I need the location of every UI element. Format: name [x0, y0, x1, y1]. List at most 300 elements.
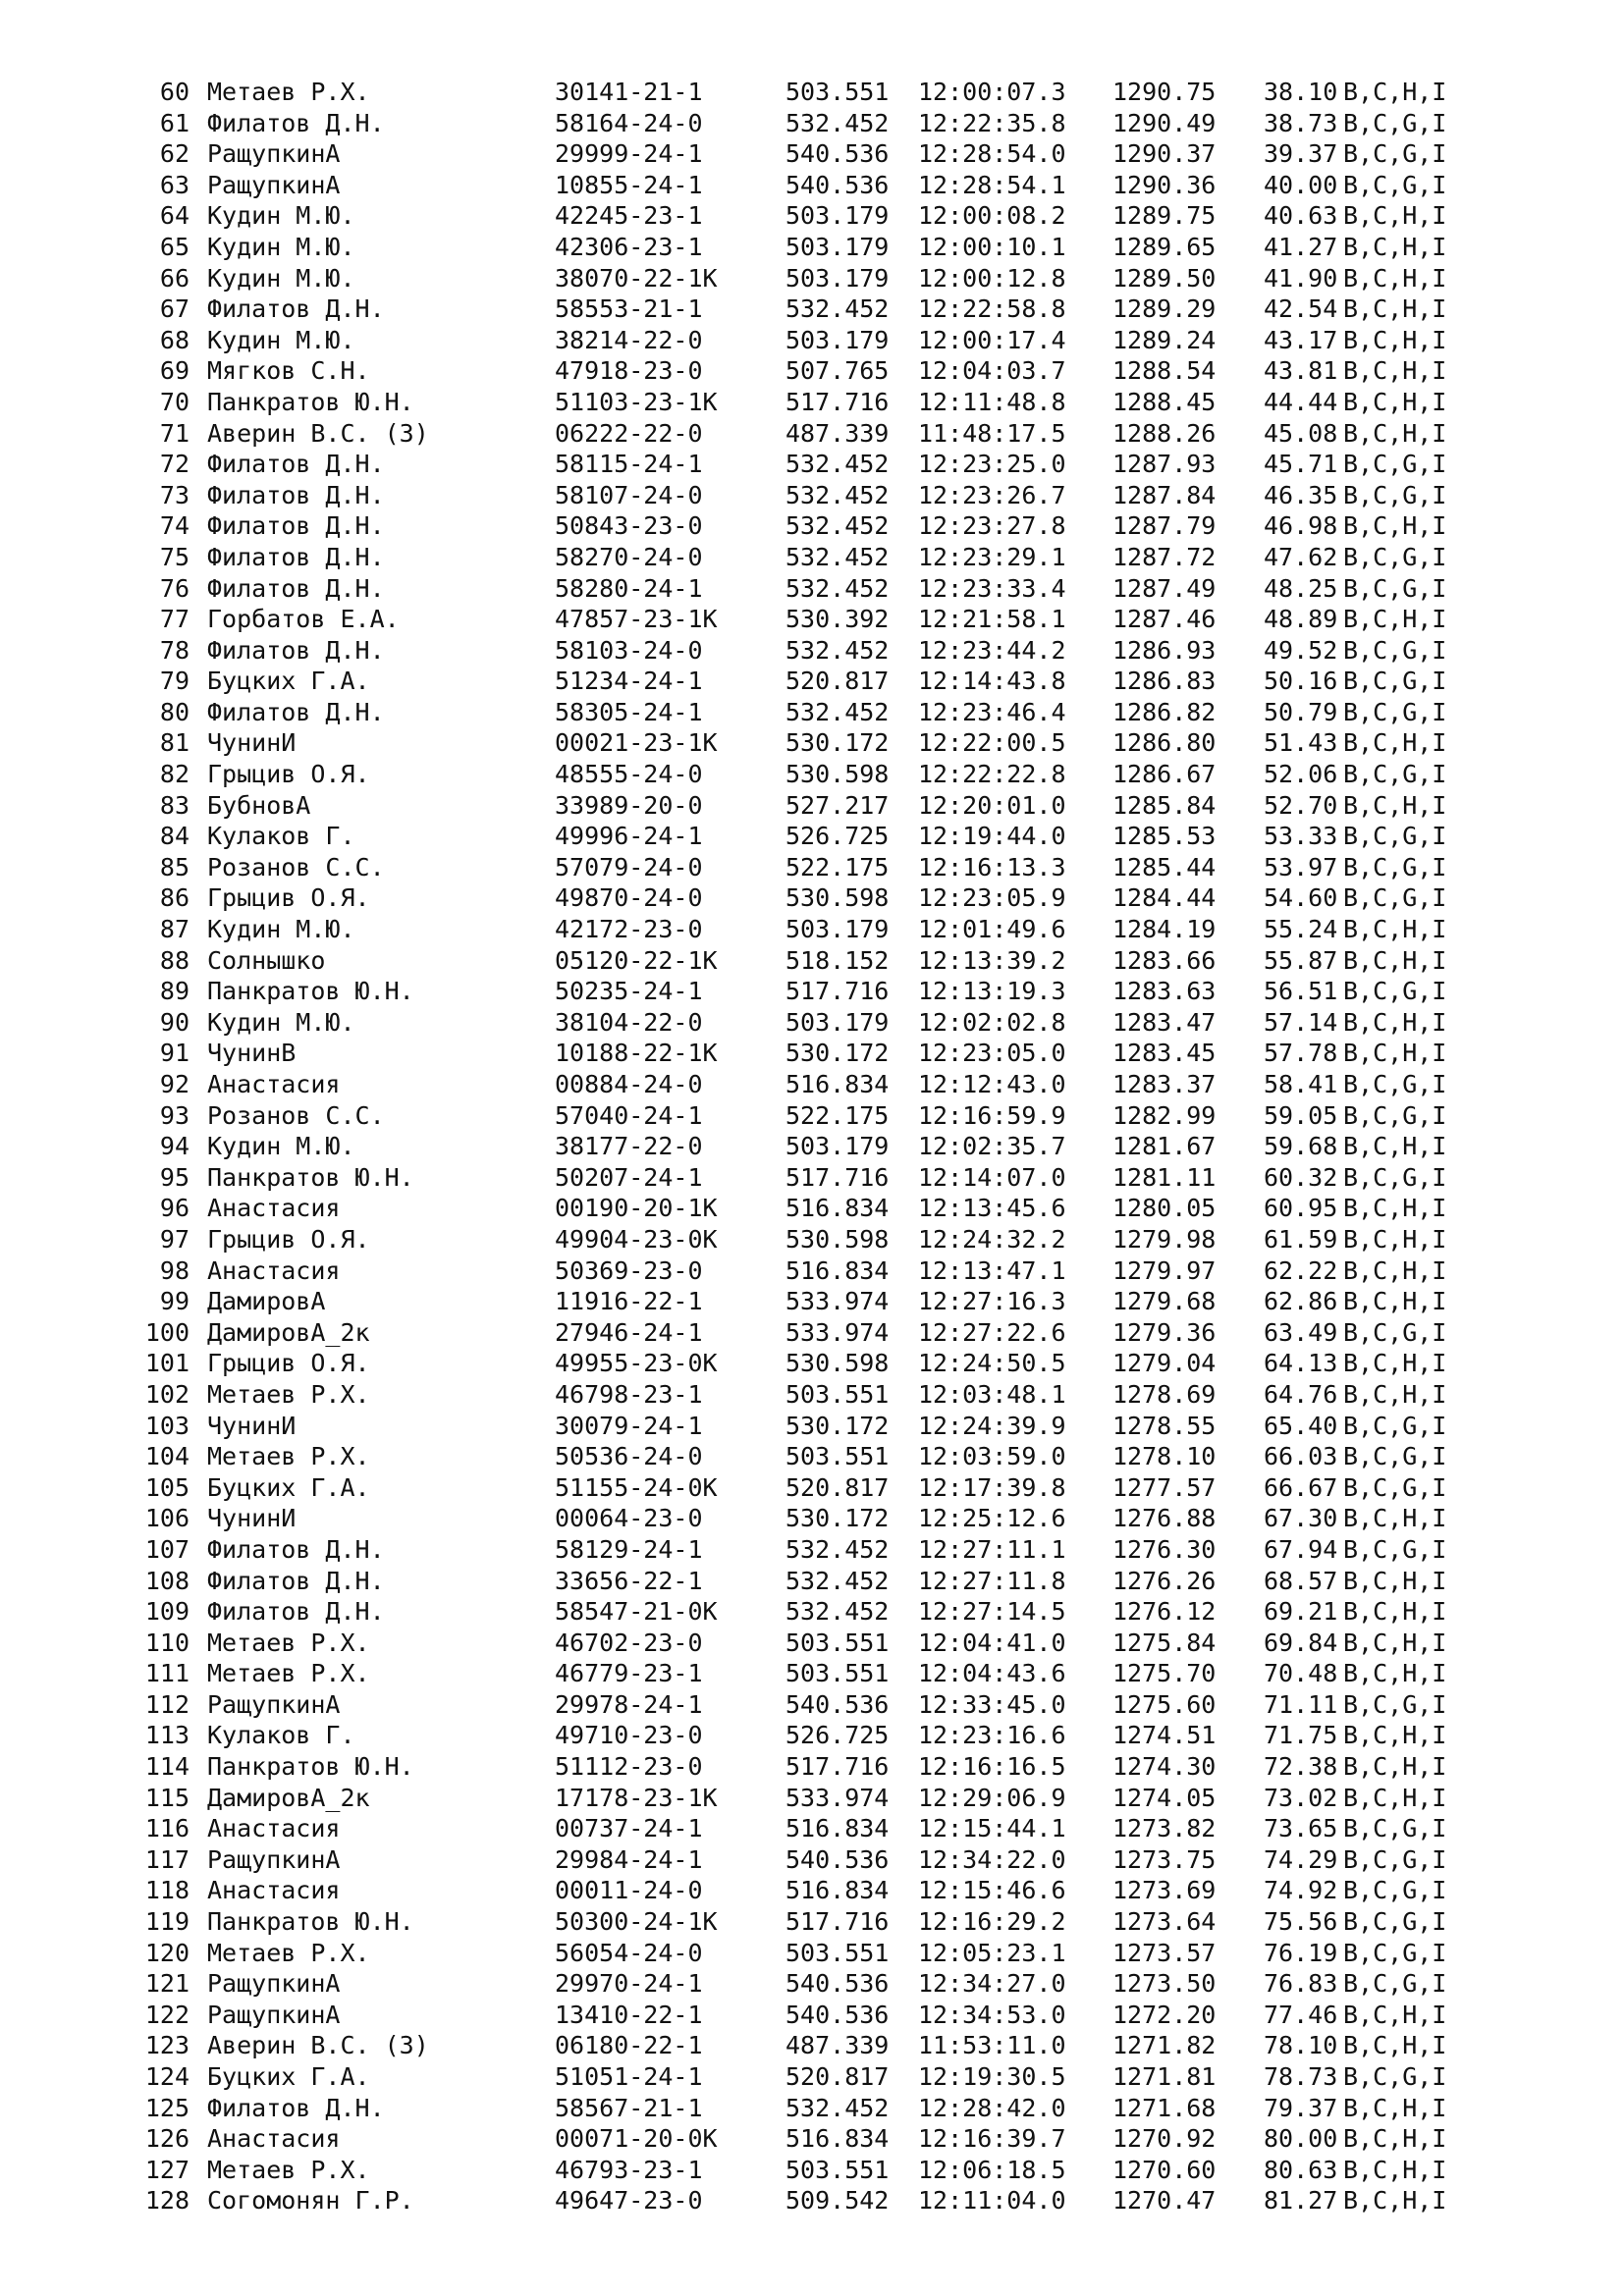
coefficient-cell: 72.38 — [1264, 1752, 1338, 1782]
arrival-time-cell: 12:00:07.3 — [918, 78, 1066, 106]
arrival-time-cell: 12:28:54.0 — [918, 139, 1066, 169]
distance-cell: 516.834 — [785, 1194, 890, 1223]
ring-number-cell: 10188-22-1К — [555, 1039, 718, 1068]
table-row — [0, 542, 1624, 573]
coefficient-cell: 53.97 — [1264, 852, 1338, 881]
ring-number-cell: 58280-24-1 — [555, 573, 703, 603]
coefficient-cell: 65.40 — [1264, 1411, 1338, 1440]
distance-cell: 540.536 — [785, 139, 890, 169]
speed-cell: 1285.44 — [1112, 852, 1217, 881]
groups-cell: B,C,H,I — [1343, 728, 1447, 758]
arrival-time-cell: 12:27:11.8 — [918, 1566, 1066, 1595]
speed-cell: 1286.83 — [1112, 667, 1217, 696]
coefficient-cell: 66.67 — [1264, 1472, 1338, 1502]
arrival-time-cell: 12:23:05.9 — [918, 883, 1066, 913]
ring-number-cell: 00190-20-1К — [555, 1194, 718, 1223]
fancier-name-cell: РащупкинА — [207, 1689, 341, 1719]
distance-cell: 516.834 — [785, 1814, 890, 1843]
arrival-time-cell: 12:23:44.2 — [918, 635, 1066, 665]
table-row — [0, 1224, 1624, 1255]
distance-cell: 533.974 — [785, 1783, 890, 1812]
groups-cell: B,C,H,I — [1343, 1287, 1447, 1316]
groups-cell: B,C,G,I — [1343, 852, 1447, 881]
distance-cell: 520.817 — [785, 2062, 890, 2091]
results-table — [0, 77, 1624, 2216]
arrival-time-cell: 12:16:16.5 — [918, 1752, 1066, 1782]
table-row — [0, 1348, 1624, 1379]
ring-number-cell: 38104-22-0 — [555, 1007, 703, 1037]
speed-cell: 1276.12 — [1112, 1597, 1217, 1627]
ring-number-cell: 51103-23-1К — [555, 387, 718, 416]
coefficient-cell: 47.62 — [1264, 542, 1338, 571]
coefficient-cell: 40.63 — [1264, 201, 1338, 231]
speed-cell: 1275.84 — [1112, 1628, 1217, 1657]
fancier-name-cell: Грыцив О.Я. — [207, 1224, 370, 1254]
fancier-name-cell: ЧунинИ — [207, 728, 297, 758]
table-row — [0, 945, 1624, 977]
groups-cell: B,C,G,I — [1343, 1969, 1447, 1999]
distance-cell: 532.452 — [785, 108, 890, 137]
groups-cell: B,C,G,I — [1343, 1876, 1447, 1905]
table-row — [0, 108, 1624, 139]
speed-cell: 1280.05 — [1112, 1194, 1217, 1223]
arrival-time-cell: 12:00:10.1 — [918, 232, 1066, 261]
coefficient-cell: 70.48 — [1264, 1659, 1338, 1688]
distance-cell: 540.536 — [785, 1969, 890, 1999]
ring-number-cell: 00021-23-1К — [555, 728, 718, 758]
groups-cell: B,C,H,I — [1343, 294, 1447, 324]
distance-cell: 532.452 — [785, 697, 890, 726]
distance-cell: 503.179 — [785, 325, 890, 354]
position-cell: 66 — [159, 263, 189, 293]
table-row — [0, 790, 1624, 822]
speed-cell: 1289.65 — [1112, 232, 1217, 261]
coefficient-cell: 40.00 — [1264, 170, 1338, 199]
speed-cell: 1283.45 — [1112, 1039, 1217, 1068]
groups-cell: B,C,G,I — [1343, 1070, 1447, 1098]
speed-cell: 1286.93 — [1112, 635, 1217, 665]
table-row — [0, 1255, 1624, 1287]
fancier-name-cell: Кулаков Г. — [207, 1721, 355, 1750]
arrival-time-cell: 12:16:59.9 — [918, 1100, 1066, 1130]
groups-cell: B,C,G,I — [1343, 697, 1447, 726]
position-cell: 113 — [144, 1721, 189, 1750]
fancier-name-cell: Филатов Д.Н. — [207, 1534, 385, 1564]
ring-number-cell: 42172-23-0 — [555, 915, 703, 944]
fancier-name-cell: Филатов Д.Н. — [207, 635, 385, 665]
groups-cell: B,C,H,I — [1343, 945, 1447, 975]
ring-number-cell: 57040-24-1 — [555, 1100, 703, 1130]
coefficient-cell: 52.06 — [1264, 760, 1338, 789]
coefficient-cell: 42.54 — [1264, 294, 1338, 324]
distance-cell: 503.179 — [785, 263, 890, 293]
arrival-time-cell: 12:06:18.5 — [918, 2155, 1066, 2184]
fancier-name-cell: Солнышко — [207, 945, 326, 975]
coefficient-cell: 73.65 — [1264, 1814, 1338, 1843]
table-row — [0, 2093, 1624, 2124]
fancier-name-cell: Аверин В.С. (З) — [207, 418, 429, 448]
table-row — [0, 1844, 1624, 1876]
distance-cell: 526.725 — [785, 822, 890, 851]
arrival-time-cell: 12:19:44.0 — [918, 822, 1066, 851]
groups-cell: B,C,H,I — [1343, 232, 1447, 261]
distance-cell: 540.536 — [785, 1689, 890, 1719]
fancier-name-cell: Метаев Р.Х. — [207, 1628, 370, 1657]
fancier-name-cell: Буцких Г.А. — [207, 2062, 370, 2091]
table-row — [0, 138, 1624, 170]
fancier-name-cell: РащупкинА — [207, 2000, 341, 2029]
ring-number-cell: 50235-24-1 — [555, 977, 703, 1006]
ring-number-cell: 58115-24-1 — [555, 450, 703, 479]
arrival-time-cell: 12:13:47.1 — [918, 1255, 1066, 1285]
coefficient-cell: 67.30 — [1264, 1504, 1338, 1533]
table-row — [0, 1906, 1624, 1938]
groups-cell: B,C,H,I — [1343, 1039, 1447, 1068]
arrival-time-cell: 12:05:23.1 — [918, 1938, 1066, 1967]
speed-cell: 1279.98 — [1112, 1224, 1217, 1254]
distance-cell: 509.542 — [785, 2186, 890, 2216]
fancier-name-cell: Анастасия — [207, 2124, 341, 2154]
distance-cell: 503.551 — [785, 1659, 890, 1688]
fancier-name-cell: Филатов Д.Н. — [207, 450, 385, 479]
speed-cell: 1275.70 — [1112, 1659, 1217, 1688]
fancier-name-cell: РащупкинА — [207, 170, 341, 199]
fancier-name-cell: Грыцив О.Я. — [207, 760, 370, 789]
groups-cell: B,C,H,I — [1343, 1597, 1447, 1627]
coefficient-cell: 39.37 — [1264, 139, 1338, 169]
distance-cell: 530.598 — [785, 1349, 890, 1378]
fancier-name-cell: Филатов Д.Н. — [207, 480, 385, 509]
arrival-time-cell: 12:22:58.8 — [918, 294, 1066, 324]
speed-cell: 1287.93 — [1112, 450, 1217, 479]
coefficient-cell: 59.05 — [1264, 1100, 1338, 1130]
groups-cell: B,C,G,I — [1343, 542, 1447, 571]
ring-number-cell: 51051-24-1 — [555, 2062, 703, 2091]
arrival-time-cell: 12:22:35.8 — [918, 108, 1066, 137]
fancier-name-cell: ЧунинИ — [207, 1411, 297, 1440]
arrival-time-cell: 12:14:43.8 — [918, 667, 1066, 696]
speed-cell: 1290.37 — [1112, 139, 1217, 169]
distance-cell: 532.452 — [785, 480, 890, 509]
coefficient-cell: 46.98 — [1264, 511, 1338, 541]
arrival-time-cell: 12:02:02.8 — [918, 1007, 1066, 1037]
fancier-name-cell: Метаев Р.Х. — [207, 1379, 370, 1409]
distance-cell: 503.551 — [785, 2155, 890, 2184]
groups-cell: B,C,G,I — [1343, 170, 1447, 199]
ring-number-cell: 46779-23-1 — [555, 1659, 703, 1688]
coefficient-cell: 64.76 — [1264, 1379, 1338, 1409]
position-cell: 121 — [144, 1969, 189, 1999]
ring-number-cell: 58164-24-0 — [555, 108, 703, 137]
distance-cell: 530.598 — [785, 883, 890, 913]
arrival-time-cell: 12:13:45.6 — [918, 1194, 1066, 1223]
distance-cell: 503.551 — [785, 1379, 890, 1409]
speed-cell: 1279.36 — [1112, 1317, 1217, 1347]
distance-cell: 532.452 — [785, 511, 890, 541]
coefficient-cell: 78.10 — [1264, 2031, 1338, 2060]
position-cell: 123 — [144, 2031, 189, 2060]
ring-number-cell: 47857-23-1К — [555, 605, 718, 634]
groups-cell: B,C,G,I — [1343, 635, 1447, 665]
fancier-name-cell: Мягков С.Н. — [207, 356, 370, 386]
position-cell: 111 — [144, 1659, 189, 1688]
table-row — [0, 697, 1624, 728]
fancier-name-cell: Филатов Д.Н. — [207, 1597, 385, 1627]
speed-cell: 1284.44 — [1112, 883, 1217, 913]
arrival-time-cell: 12:34:27.0 — [918, 1969, 1066, 1999]
groups-cell: B,C,H,I — [1343, 1194, 1447, 1223]
fancier-name-cell: ЧунинВ — [207, 1039, 297, 1068]
ring-number-cell: 46798-23-1 — [555, 1379, 703, 1409]
arrival-time-cell: 12:23:25.0 — [918, 450, 1066, 479]
position-cell: 78 — [159, 635, 189, 665]
ring-number-cell: 58103-24-0 — [555, 635, 703, 665]
coefficient-cell: 45.08 — [1264, 418, 1338, 448]
table-row — [0, 1411, 1624, 1442]
fancier-name-cell: Анастасия — [207, 1194, 341, 1223]
table-row — [0, 2030, 1624, 2061]
fancier-name-cell: Буцких Г.А. — [207, 667, 370, 696]
table-row — [0, 355, 1624, 387]
arrival-time-cell: 12:23:29.1 — [918, 542, 1066, 571]
arrival-time-cell: 12:14:07.0 — [918, 1162, 1066, 1192]
arrival-time-cell: 12:27:14.5 — [918, 1597, 1066, 1627]
groups-cell: B,C,H,I — [1343, 511, 1447, 541]
ring-number-cell: 58567-21-1 — [555, 2093, 703, 2122]
position-cell: 104 — [144, 1442, 189, 1471]
groups-cell: B,C,G,I — [1343, 1100, 1447, 1130]
fancier-name-cell: Метаев Р.Х. — [207, 1442, 370, 1471]
coefficient-cell: 69.21 — [1264, 1597, 1338, 1627]
position-cell: 92 — [159, 1070, 189, 1098]
coefficient-cell: 68.57 — [1264, 1566, 1338, 1595]
table-row — [0, 510, 1624, 542]
fancier-name-cell: Анастасия — [207, 1070, 341, 1098]
groups-cell: B,C,G,I — [1343, 1317, 1447, 1347]
position-cell: 125 — [144, 2093, 189, 2122]
arrival-time-cell: 12:22:22.8 — [918, 760, 1066, 789]
arrival-time-cell: 12:34:22.0 — [918, 1844, 1066, 1874]
fancier-name-cell: Аверин В.С. (З) — [207, 2031, 429, 2060]
arrival-time-cell: 12:23:05.0 — [918, 1039, 1066, 1068]
position-cell: 67 — [159, 294, 189, 324]
groups-cell: B,C,G,I — [1343, 1689, 1447, 1719]
position-cell: 103 — [144, 1411, 189, 1440]
position-cell: 91 — [159, 1039, 189, 1068]
table-row — [0, 325, 1624, 356]
coefficient-cell: 41.90 — [1264, 263, 1338, 293]
position-cell: 118 — [144, 1876, 189, 1905]
groups-cell: B,C,H,I — [1343, 2031, 1447, 2060]
fancier-name-cell: РащупкинА — [207, 1844, 341, 1874]
coefficient-cell: 50.79 — [1264, 697, 1338, 726]
position-cell: 98 — [159, 1255, 189, 1285]
ring-number-cell: 33989-20-0 — [555, 790, 703, 820]
distance-cell: 532.452 — [785, 542, 890, 571]
ring-number-cell: 50843-23-0 — [555, 511, 703, 541]
speed-cell: 1287.72 — [1112, 542, 1217, 571]
ring-number-cell: 38070-22-1К — [555, 263, 718, 293]
table-row — [0, 1441, 1624, 1472]
arrival-time-cell: 12:13:19.3 — [918, 977, 1066, 1006]
table-row — [0, 1968, 1624, 2000]
table-row — [0, 2185, 1624, 2216]
distance-cell: 522.175 — [785, 852, 890, 881]
ring-number-cell: 50536-24-0 — [555, 1442, 703, 1471]
position-cell: 93 — [159, 1100, 189, 1130]
distance-cell: 526.725 — [785, 1721, 890, 1750]
position-cell: 75 — [159, 542, 189, 571]
table-row — [0, 232, 1624, 263]
arrival-time-cell: 12:23:27.8 — [918, 511, 1066, 541]
speed-cell: 1276.30 — [1112, 1534, 1217, 1564]
speed-cell: 1270.92 — [1112, 2124, 1217, 2154]
arrival-time-cell: 12:23:33.4 — [918, 573, 1066, 603]
groups-cell: B,C,G,I — [1343, 667, 1447, 696]
fancier-name-cell: Грыцив О.Я. — [207, 883, 370, 913]
fancier-name-cell: Анастасия — [207, 1255, 341, 1285]
position-cell: 114 — [144, 1752, 189, 1782]
ring-number-cell: 29978-24-1 — [555, 1689, 703, 1719]
position-cell: 68 — [159, 325, 189, 354]
table-row — [0, 1596, 1624, 1628]
position-cell: 120 — [144, 1938, 189, 1967]
coefficient-cell: 57.14 — [1264, 1007, 1338, 1037]
distance-cell: 516.834 — [785, 1255, 890, 1285]
coefficient-cell: 52.70 — [1264, 790, 1338, 820]
groups-cell: B,C,H,I — [1343, 1224, 1447, 1254]
table-row — [0, 976, 1624, 1007]
distance-cell: 532.452 — [785, 1534, 890, 1564]
fancier-name-cell: Кудин М.Ю. — [207, 1132, 355, 1161]
table-row — [0, 1038, 1624, 1069]
arrival-time-cell: 12:27:22.6 — [918, 1317, 1066, 1347]
coefficient-cell: 56.51 — [1264, 977, 1338, 1006]
position-cell: 107 — [144, 1534, 189, 1564]
arrival-time-cell: 12:11:04.0 — [918, 2186, 1066, 2216]
position-cell: 60 — [159, 78, 189, 106]
speed-cell: 1276.88 — [1112, 1504, 1217, 1533]
arrival-time-cell: 12:16:29.2 — [918, 1907, 1066, 1937]
fancier-name-cell: ДамировА_2к — [207, 1783, 370, 1812]
arrival-time-cell: 12:16:39.7 — [918, 2124, 1066, 2154]
ring-number-cell: 00064-23-0 — [555, 1504, 703, 1533]
groups-cell: B,C,H,I — [1343, 201, 1447, 231]
coefficient-cell: 48.25 — [1264, 573, 1338, 603]
speed-cell: 1273.69 — [1112, 1876, 1217, 1905]
speed-cell: 1281.67 — [1112, 1132, 1217, 1161]
arrival-time-cell: 12:19:30.5 — [918, 2062, 1066, 2091]
distance-cell: 517.716 — [785, 1907, 890, 1937]
groups-cell: B,C,H,I — [1343, 605, 1447, 634]
arrival-time-cell: 12:04:43.6 — [918, 1659, 1066, 1688]
speed-cell: 1285.84 — [1112, 790, 1217, 820]
ring-number-cell: 58547-21-0К — [555, 1597, 718, 1627]
ring-number-cell: 00071-20-0К — [555, 2124, 718, 2154]
coefficient-cell: 57.78 — [1264, 1039, 1338, 1068]
distance-cell: 532.452 — [785, 2093, 890, 2122]
groups-cell: B,C,G,I — [1343, 1411, 1447, 1440]
ring-number-cell: 11916-22-1 — [555, 1287, 703, 1316]
table-row — [0, 635, 1624, 667]
position-cell: 63 — [159, 170, 189, 199]
distance-cell: 532.452 — [785, 1566, 890, 1595]
position-cell: 86 — [159, 883, 189, 913]
table-row — [0, 1069, 1624, 1100]
ring-number-cell: 42306-23-1 — [555, 232, 703, 261]
coefficient-cell: 60.95 — [1264, 1194, 1338, 1223]
position-cell: 73 — [159, 480, 189, 509]
coefficient-cell: 79.37 — [1264, 2093, 1338, 2122]
position-cell: 82 — [159, 760, 189, 789]
groups-cell: B,C,H,I — [1343, 1721, 1447, 1750]
fancier-name-cell: Кудин М.Ю. — [207, 915, 355, 944]
arrival-time-cell: 12:24:32.2 — [918, 1224, 1066, 1254]
ring-number-cell: 50300-24-1К — [555, 1907, 718, 1937]
distance-cell: 532.452 — [785, 635, 890, 665]
distance-cell: 527.217 — [785, 790, 890, 820]
groups-cell: B,C,G,I — [1343, 1907, 1447, 1937]
table-row — [0, 200, 1624, 232]
distance-cell: 532.452 — [785, 573, 890, 603]
speed-cell: 1283.66 — [1112, 945, 1217, 975]
distance-cell: 530.172 — [785, 1504, 890, 1533]
distance-cell: 517.716 — [785, 1752, 890, 1782]
position-cell: 88 — [159, 945, 189, 975]
fancier-name-cell: Панкратов Ю.Н. — [207, 1162, 414, 1192]
coefficient-cell: 61.59 — [1264, 1224, 1338, 1254]
ring-number-cell: 51112-23-0 — [555, 1752, 703, 1782]
speed-cell: 1288.54 — [1112, 356, 1217, 386]
position-cell: 106 — [144, 1504, 189, 1533]
table-row — [0, 1720, 1624, 1751]
arrival-time-cell: 11:48:17.5 — [918, 418, 1066, 448]
table-row — [0, 1503, 1624, 1534]
coefficient-cell: 67.94 — [1264, 1534, 1338, 1564]
fancier-name-cell: Кудин М.Ю. — [207, 201, 355, 231]
ring-number-cell: 10855-24-1 — [555, 170, 703, 199]
groups-cell: B,C,H,I — [1343, 1255, 1447, 1285]
coefficient-cell: 66.03 — [1264, 1442, 1338, 1471]
position-cell: 64 — [159, 201, 189, 231]
position-cell: 76 — [159, 573, 189, 603]
table-row — [0, 1813, 1624, 1844]
coefficient-cell: 43.17 — [1264, 325, 1338, 354]
table-row — [0, 1534, 1624, 1566]
fancier-name-cell: Филатов Д.Н. — [207, 294, 385, 324]
speed-cell: 1287.79 — [1112, 511, 1217, 541]
ring-number-cell: 47918-23-0 — [555, 356, 703, 386]
groups-cell: B,C,G,I — [1343, 1844, 1447, 1874]
coefficient-cell: 53.33 — [1264, 822, 1338, 851]
distance-cell: 516.834 — [785, 1876, 890, 1905]
ring-number-cell: 30079-24-1 — [555, 1411, 703, 1440]
position-cell: 95 — [159, 1162, 189, 1192]
position-cell: 72 — [159, 450, 189, 479]
ring-number-cell: 13410-22-1 — [555, 2000, 703, 2029]
groups-cell: B,C,G,I — [1343, 883, 1447, 913]
groups-cell: B,C,H,I — [1343, 387, 1447, 416]
arrival-time-cell: 12:02:35.7 — [918, 1132, 1066, 1161]
groups-cell: B,C,G,I — [1343, 1814, 1447, 1843]
ring-number-cell: 46793-23-1 — [555, 2155, 703, 2184]
speed-cell: 1278.10 — [1112, 1442, 1217, 1471]
arrival-time-cell: 12:15:46.6 — [918, 1876, 1066, 1905]
arrival-time-cell: 11:53:11.0 — [918, 2031, 1066, 2060]
position-cell: 61 — [159, 108, 189, 137]
ring-number-cell: 50207-24-1 — [555, 1162, 703, 1192]
ring-number-cell: 58305-24-1 — [555, 697, 703, 726]
